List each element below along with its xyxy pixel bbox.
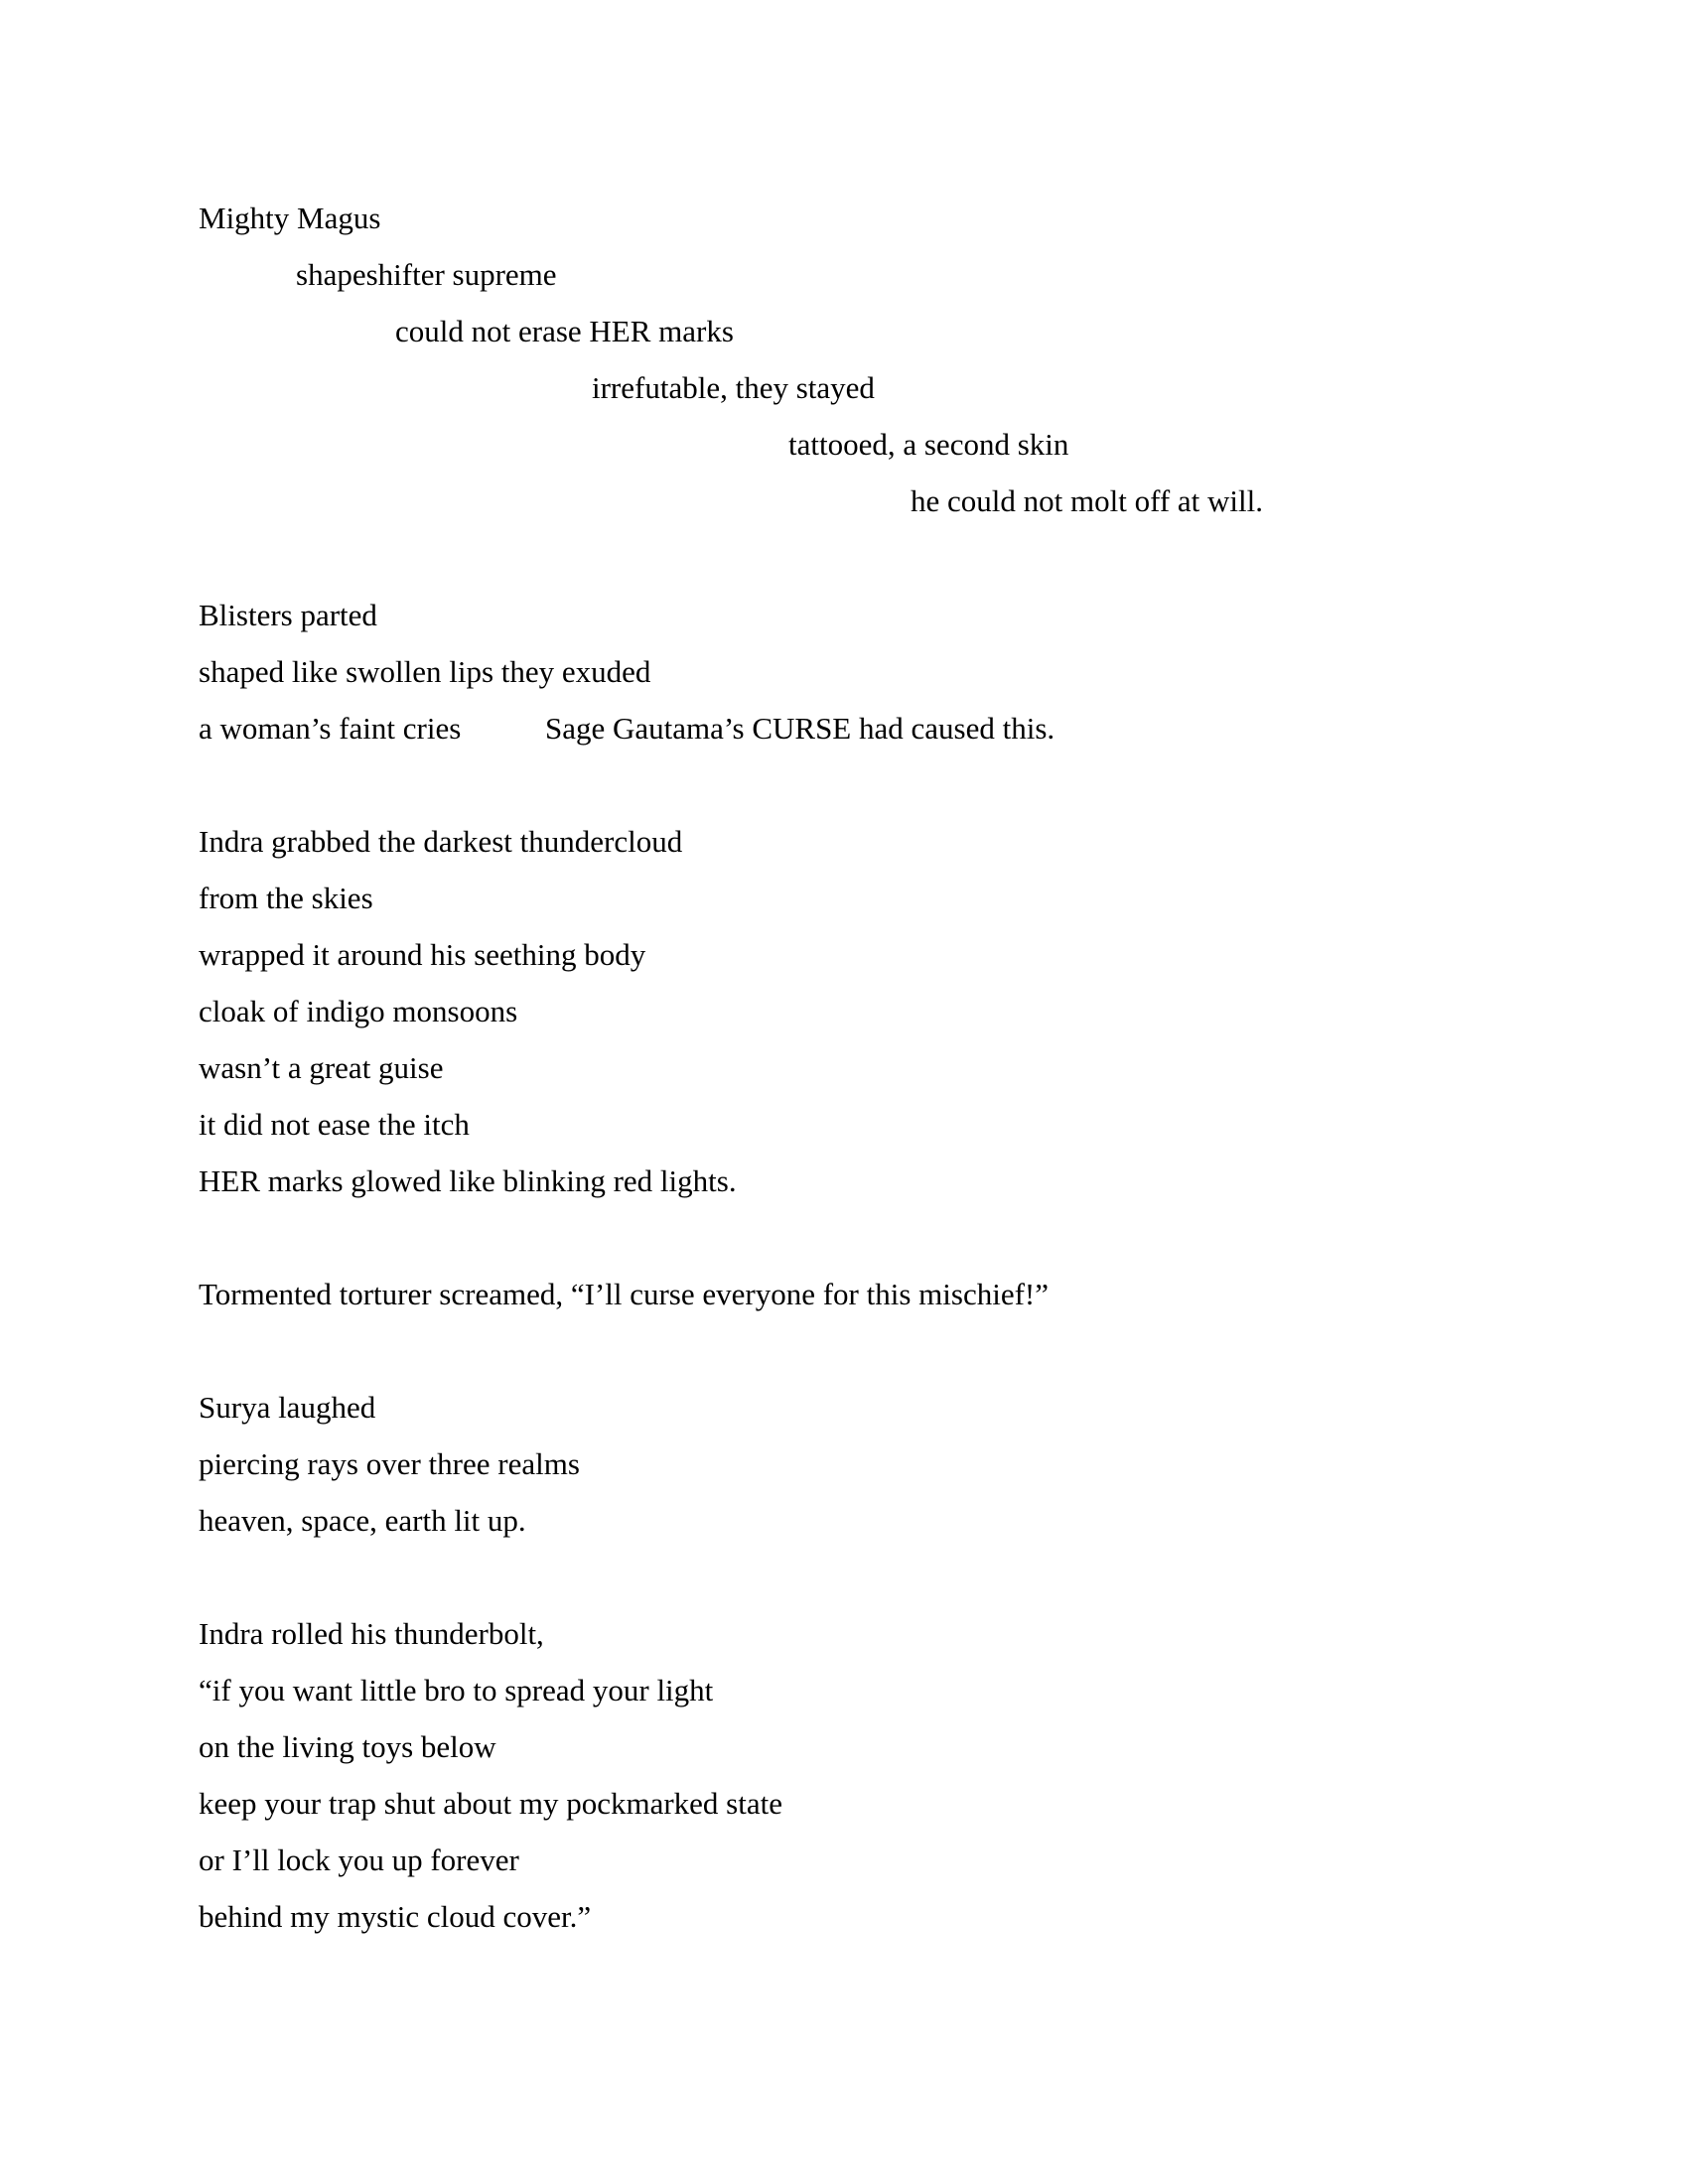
poem-line: keep your trap shut about my pockmarked state — [199, 1786, 782, 1821]
poem-line: Mighty Magus — [199, 201, 381, 235]
poem-line: Indra rolled his thunderbolt, — [199, 1616, 544, 1651]
poem-line: irrefutable, they stayed — [592, 370, 875, 405]
poem-line: on the living toys below — [199, 1729, 496, 1764]
poem-line: HER marks glowed like blinking red lights. — [199, 1163, 737, 1198]
poem-line: behind my mystic cloud cover.” — [199, 1899, 592, 1934]
poem-line: from the skies — [199, 881, 373, 915]
poem-line: Indra grabbed the darkest thundercloud — [199, 824, 683, 859]
poem-line: Tormented torturer screamed, “I’ll curse everyone for this mischief!” — [199, 1277, 1049, 1311]
poem-line: tattooed, a second skin — [788, 427, 1069, 462]
poem-line: wrapped it around his seething body — [199, 937, 646, 972]
poem-line: Blisters parted — [199, 598, 377, 632]
poem-line: heaven, space, earth lit up. — [199, 1503, 526, 1538]
poem-line: “if you want little bro to spread your light — [199, 1673, 714, 1707]
poem-line: wasn’t a great guise — [199, 1050, 444, 1085]
poem-line: or I’ll lock you up forever — [199, 1843, 519, 1877]
poem-line: Surya laughed — [199, 1390, 376, 1425]
poem-line: a woman’s faint cries — [199, 711, 462, 746]
poem-line: shaped like swollen lips they exuded — [199, 654, 651, 689]
poem-line: shapeshifter supreme — [296, 257, 557, 292]
poem-line: it did not ease the itch — [199, 1107, 470, 1142]
poem-line: could not erase HER marks — [395, 314, 734, 348]
poem-line: he could not molt off at will. — [911, 483, 1264, 518]
poem-line: Sage Gautama’s CURSE had caused this. — [545, 711, 1055, 746]
poem-line: piercing rays over three realms — [199, 1446, 580, 1481]
poem-line: cloak of indigo monsoons — [199, 994, 518, 1028]
